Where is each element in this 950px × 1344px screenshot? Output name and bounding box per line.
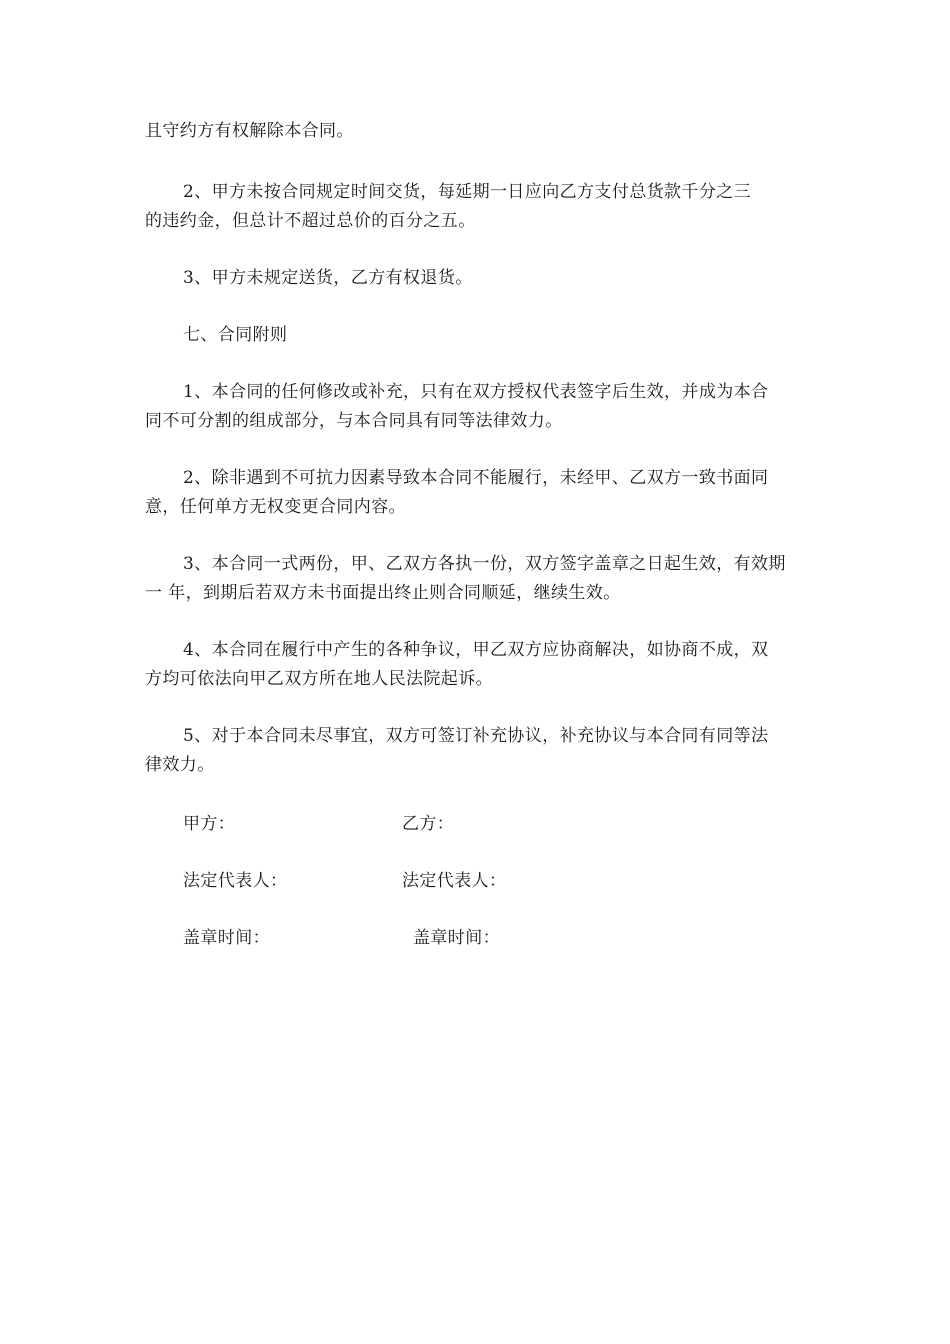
paragraph-line: 的违约金，但总计不超过总价的百分之五。 [145,211,476,231]
paragraph-line: 3、本合同一式两份，甲、乙双方各执一份，双方签字盖章之日起生效，有效期 [183,554,786,574]
paragraph-line: 且守约方有权解除本合同。 [145,121,354,141]
paragraph-line: 2、除非遇到不可抗力因素导致本合同不能履行，未经甲、乙双方一致书面同 [183,468,769,488]
paragraph-amendment [145,378,815,436]
paragraph-line: 一 年，到期后若双方未书面提出终止则合同顺延，继续生效。 [145,583,621,603]
paragraph-supplementary [145,722,815,780]
paragraph-line: 1、本合同的任何修改或补充，只有在双方授权代表签字后生效，并成为本合 [183,382,769,402]
party-a-label: 甲方： [183,814,236,834]
paragraph-line: 4、本合同在履行中产生的各种争议，甲乙双方应协商解决，如协商不成，双 [183,640,769,660]
paragraph-return-goods [145,264,815,293]
party-b-label: 乙方： [402,814,455,834]
paragraph-copies-validity [145,550,815,608]
seal-time-a-label: 盖章时间： [183,928,270,948]
legal-rep-b-label: 法定代表人： [402,871,507,891]
paragraph-force-majeure [145,464,815,522]
legal-rep-a-label: 法定代表人： [183,871,288,891]
paragraph-disputes [145,636,815,694]
section-heading: 七、合同附则 [183,325,288,345]
seal-time-b-label: 盖章时间： [413,928,500,948]
paragraph-line: 2、甲方未按合同规定时间交货，每延期一日应向乙方支付总货款千分之三 [183,182,752,202]
paragraph-line: 律效力。 [145,755,215,775]
paragraph-line: 意，任何单方无权变更合同内容。 [145,497,406,517]
paragraph-line: 方均可依法向甲乙双方所在地人民法院起诉。 [145,669,493,689]
section-heading-appendix [145,321,815,350]
paragraph-delay-penalty [145,178,815,236]
paragraph-line: 5、对于本合同未尽事宜，双方可签订补充协议，补充协议与本合同有同等法 [183,726,769,746]
paragraph-line: 3、甲方未规定送货，乙方有权退货。 [183,268,473,288]
paragraph-termination-right [145,117,815,146]
paragraph-line: 同不可分割的组成部分，与本合同具有同等法律效力。 [145,411,563,431]
